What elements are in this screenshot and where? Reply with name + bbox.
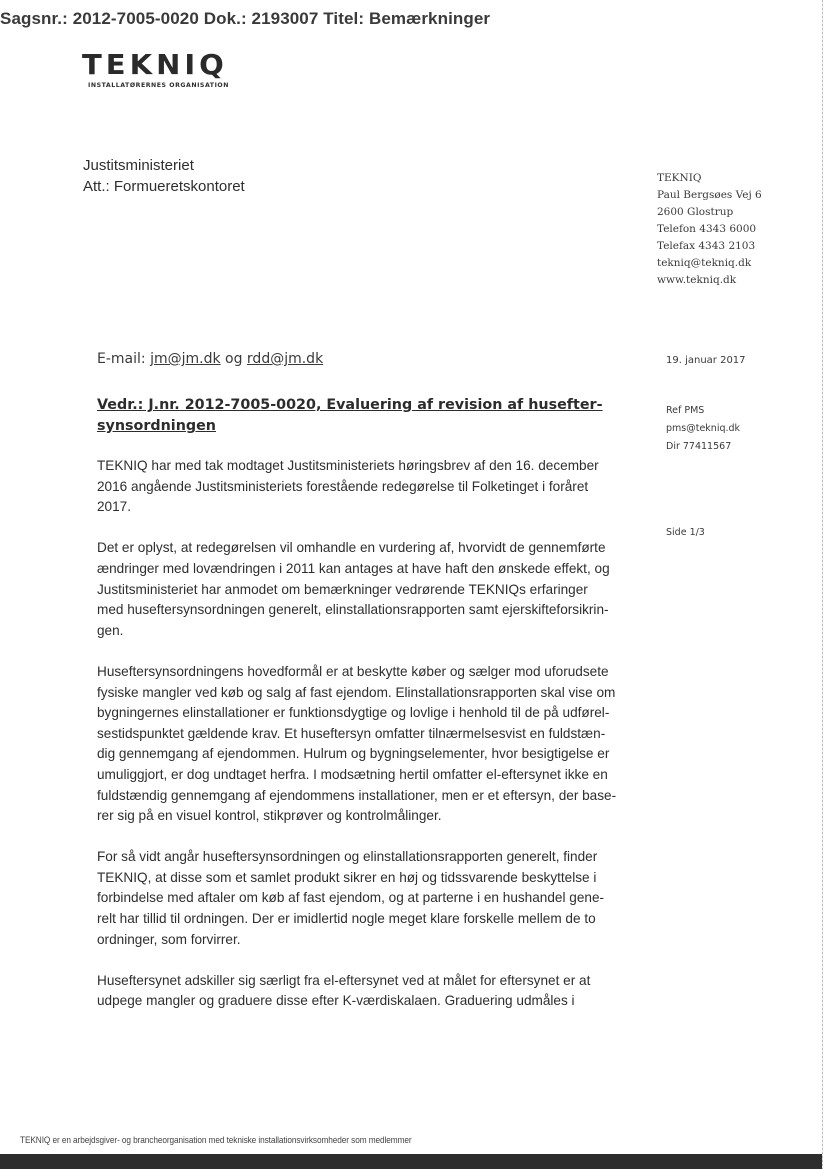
email-label: E-mail:: [97, 351, 151, 367]
letter-date: 19. januar 2017: [666, 355, 746, 366]
body-line: udpege mangler og graduere disse efter K-værdiskalaen. Graduering udmåles i: [97, 993, 575, 1009]
body-paragraph-4: [97, 847, 617, 950]
page-number: Side 1/3: [666, 527, 705, 538]
sender-city: 2600 Glostrup: [657, 206, 734, 218]
email-link-jm[interactable]: jm@jm.dk: [150, 351, 221, 367]
body-paragraph-1: [97, 456, 617, 518]
body-paragraph-5: [97, 971, 617, 1012]
sender-phone: Telefon 4343 6000: [657, 223, 757, 235]
body-line: fuldstændig gennemgang af ejendommens installationer, men er et eftersyn, der base-: [97, 787, 617, 803]
scan-border-right: [822, 0, 823, 1169]
sender-name: TEKNIQ: [657, 172, 702, 184]
body-line: 2016 angående Justitsministeriets forestående redegørelse til Folketinget i foråret: [97, 478, 589, 494]
body-line: fysiske mangler ved køb og salg af fast ejendom. Elinstallationsrapporten skal vise om: [97, 684, 616, 700]
case-header: Sagsnr.: 2012-7005-0020 Dok.: 2193007 Titel: Bemærkninger: [0, 9, 491, 28]
letter-body: [97, 456, 617, 1033]
body-line: Justitsministeriet har anmodet om bemærkninger vedrørende TEKNIQs erfaringer: [97, 581, 588, 597]
body-line: Huseftersynsordningens hovedformål er at beskytte køber og sælger mod uforudsete: [97, 663, 609, 679]
reference-direct-phone: Dir 77411567: [666, 441, 732, 452]
tekniq-logo: [82, 50, 242, 89]
body-line: ordninger, som forvirrer.: [97, 931, 241, 947]
body-line: TEKNIQ, at disse som et samlet produkt sikrer en høj og tidssvarende beskyttelse i: [97, 869, 597, 885]
body-line: Det er oplyst, at redegørelsen vil omhandle en vurdering af, hvorvidt de gennemførte: [97, 540, 606, 556]
body-line: For så vidt angår huseftersynsordningen og elinstallationsrapporten generelt, finder: [97, 849, 598, 865]
logo-wordmark: TEKNIQ: [82, 48, 228, 81]
sender-street: Paul Bergsøes Vej 6: [657, 189, 762, 201]
email-link-rdd[interactable]: rdd@jm.dk: [246, 351, 324, 367]
body-line: ændringer med lovændringen i 2011 kan antages at have haft den ønskede effekt, og: [97, 560, 610, 576]
sender-fax: Telefax 4343 2103: [657, 240, 756, 252]
recipient-line-2: Att.: Formueretskontoret: [83, 178, 245, 195]
body-line: umuliggjort, er dog undtaget herfra. I modsætning hertil omfatter el-eftersynet ikke en: [97, 766, 608, 782]
scan-border-bottom: [0, 1154, 822, 1169]
body-paragraph-3: [97, 662, 617, 827]
recipient-line-1: Justitsministeriet: [83, 157, 194, 174]
sender-website: www.tekniq.dk: [657, 274, 737, 286]
body-line: 2017.: [97, 499, 132, 515]
body-line: rer sig på en visuel kontrol, stikprøver og kontrolmålinger.: [97, 808, 442, 824]
sender-email: tekniq@tekniq.dk: [657, 257, 752, 269]
body-line: TEKNIQ har med tak modtaget Justitsministeriets høringsbrev af den 16. december: [97, 458, 599, 473]
body-line: relt har tillid til ordningen. Der er imidlertid nogle meget klare forskelle mellem de to: [97, 911, 596, 927]
subject-line-1: Vedr.: J.nr. 2012-7005-0020, Evaluering af revision af husefter-: [97, 397, 603, 413]
recipient-email-line: [97, 351, 323, 367]
logo-tagline: INSTALLATØRERNES ORGANISATION: [88, 82, 229, 89]
body-line: Huseftersynet adskiller sig særligt fra el-eftersynet ved at målet for eftersynet er at: [97, 972, 591, 988]
body-paragraph-2: [97, 538, 617, 641]
email-connector: og: [220, 351, 247, 367]
body-line: gen.: [97, 622, 124, 638]
sender-address: [657, 170, 762, 289]
footer-note: TEKNIQ er en arbejdsgiver- og brancheorganisation med tekniske installationsvirksomheder som medlemmer: [20, 1135, 412, 1145]
subject-heading: [97, 395, 617, 437]
body-line: forbindelse med aftaler om køb af fast ejendom, og at parterne i en hushandel gene-: [97, 890, 605, 906]
reference-block: [666, 402, 740, 456]
body-line: sestidspunktet gældende krav. Et huseftersyn omfatter tilnærmelsesvist en fuldstæn-: [97, 725, 606, 741]
subject-line-2: synsordningen: [97, 418, 216, 434]
recipient-address: [83, 155, 245, 197]
body-line: med huseftersynsordningen generelt, elinstallationsrapporten samt ejerskifteforsikrin-: [97, 602, 609, 618]
reference-initials: Ref PMS: [666, 405, 705, 416]
reference-email: pms@tekniq.dk: [666, 423, 741, 434]
body-line: dig gennemgang af ejendommen. Hulrum og bygningselementer, hvor besigtigelse er: [97, 746, 610, 762]
body-line: bygningernes elinstallationer er funktionsdygtige og lovlige i henhold til de på udførel-: [97, 705, 610, 721]
